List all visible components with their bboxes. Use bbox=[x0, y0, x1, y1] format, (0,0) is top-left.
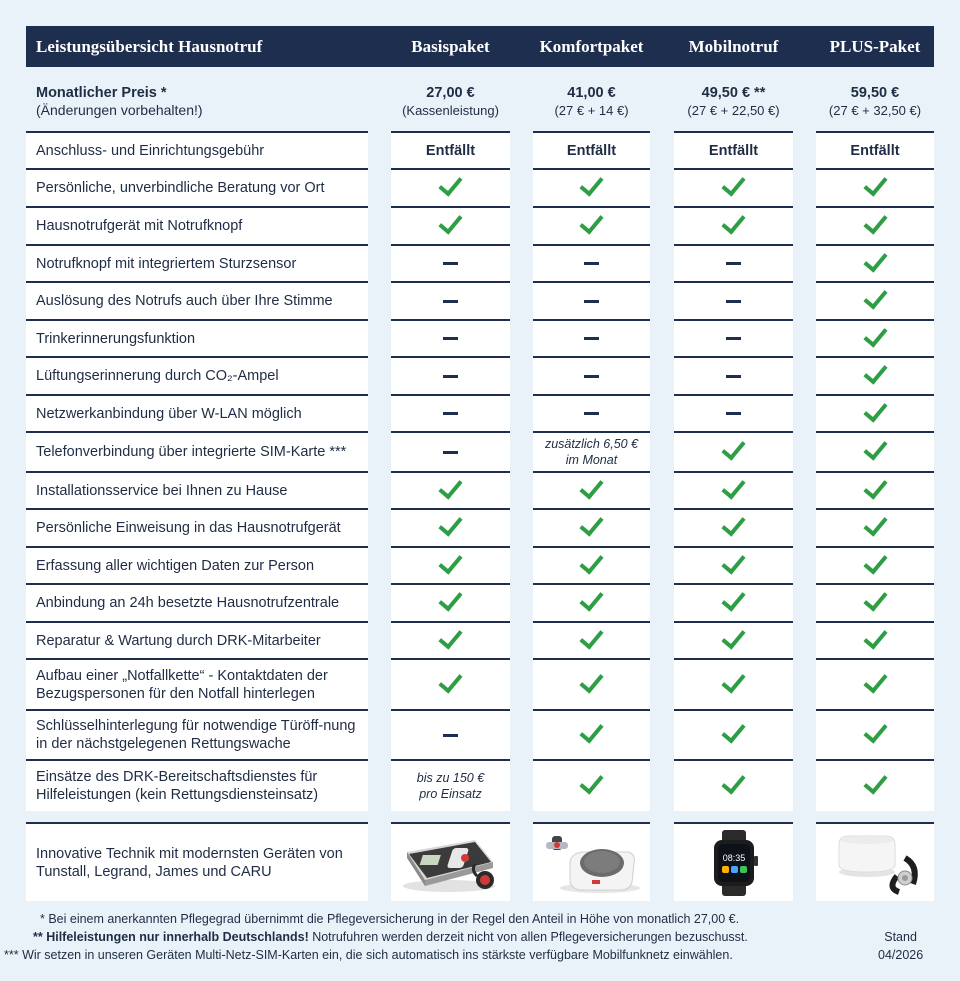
footnote-3: *** Wir setzen in unseren Geräten Multi-Netz-SIM-Karten ein, die sich automatisch ins stärkste verfügbare Mobilfunknetz einwählen. bbox=[4, 948, 733, 962]
dash-icon bbox=[584, 375, 599, 378]
row-cell bbox=[674, 168, 793, 206]
checkmark-icon bbox=[721, 668, 745, 693]
checkmark-icon bbox=[863, 284, 887, 309]
row-cell bbox=[674, 281, 793, 319]
checkmark-icon bbox=[579, 209, 603, 234]
checkmark-icon bbox=[863, 549, 887, 574]
checkmark-icon bbox=[721, 549, 745, 574]
cell-text: Entfällt bbox=[566, 142, 617, 159]
row-label: Auslösung des Notrufs auch über Ihre Stimme bbox=[26, 281, 368, 319]
row-cell bbox=[391, 621, 510, 658]
cell-note-line: im Monat bbox=[565, 453, 618, 467]
row-cell bbox=[391, 168, 510, 206]
row-cell bbox=[533, 621, 650, 658]
row-label: Netzwerkanbindung über W-LAN möglich bbox=[26, 394, 368, 431]
checkmark-icon bbox=[863, 209, 887, 234]
checkmark-icon bbox=[579, 769, 603, 794]
table-row bbox=[26, 244, 934, 281]
row-cell bbox=[816, 131, 934, 168]
package-komfort: Komfortpaket bbox=[539, 37, 644, 56]
price-komfort bbox=[533, 85, 650, 119]
row-cell bbox=[816, 508, 934, 546]
row-cell bbox=[533, 319, 650, 356]
checkmark-icon bbox=[863, 397, 887, 422]
dash-icon bbox=[443, 734, 458, 737]
row-label: Installationsservice bei Ihnen zu Hause bbox=[26, 471, 368, 508]
row-cell bbox=[816, 281, 934, 319]
row-cell bbox=[391, 319, 510, 356]
table-title: Leistungsübersicht Hausnotruf bbox=[36, 37, 263, 56]
table-row bbox=[26, 281, 934, 319]
price-value: 27,00 € bbox=[426, 85, 475, 101]
row-cell bbox=[391, 658, 510, 709]
dash-icon bbox=[443, 412, 458, 415]
row-label: Reparatur & Wartung durch DRK-Mitarbeiter bbox=[26, 621, 368, 658]
row-cell bbox=[391, 546, 510, 583]
watch-time: 08:35 bbox=[722, 852, 745, 863]
checkmark-icon bbox=[863, 171, 887, 196]
cell-note-line: bis zu 150 € bbox=[416, 771, 485, 785]
price-value: 41,00 € bbox=[567, 85, 616, 101]
price-value: 59,50 € bbox=[850, 85, 900, 101]
row-cell bbox=[533, 131, 650, 168]
row-cell bbox=[674, 319, 793, 356]
legrand-device-image bbox=[542, 830, 642, 896]
table-row bbox=[26, 168, 934, 206]
dash-icon bbox=[584, 262, 599, 265]
row-cell bbox=[816, 244, 934, 281]
row-cell bbox=[391, 508, 510, 546]
tunstall-device-image bbox=[401, 830, 501, 896]
dash-icon bbox=[443, 337, 458, 340]
row-cell bbox=[674, 658, 793, 709]
checkmark-icon bbox=[721, 718, 745, 743]
checkmark-icon bbox=[438, 474, 462, 499]
device-cell-komfort bbox=[533, 822, 650, 901]
checkmark-icon bbox=[863, 474, 887, 499]
stand-label: Stand bbox=[884, 930, 917, 944]
row-cell bbox=[533, 206, 650, 244]
row-cell bbox=[391, 759, 510, 811]
price-detail: (27 € + 22,50 €) bbox=[687, 103, 780, 118]
footnote-2-text: Notrufuhren werden derzeit nicht von allen Pflegeversicherungen bezuschusst. bbox=[308, 930, 748, 944]
checkmark-icon bbox=[863, 511, 887, 536]
row-cell bbox=[391, 206, 510, 244]
checkmark-icon bbox=[863, 668, 887, 693]
row-cell bbox=[391, 244, 510, 281]
checkmark-icon bbox=[863, 435, 887, 460]
row-cell bbox=[391, 356, 510, 394]
row-cell bbox=[674, 394, 793, 431]
devices-row bbox=[26, 822, 934, 901]
dash-icon bbox=[584, 337, 599, 340]
checkmark-icon bbox=[438, 171, 462, 196]
checkmark-icon bbox=[579, 474, 603, 499]
row-cell bbox=[816, 356, 934, 394]
row-label: Persönliche Einweisung in das Hausnotrufgerät bbox=[26, 508, 368, 546]
checkmark-icon bbox=[863, 718, 887, 743]
cell-note bbox=[545, 436, 638, 468]
row-cell bbox=[674, 621, 793, 658]
table-row bbox=[26, 621, 934, 658]
price-detail: (27 € + 14 €) bbox=[554, 103, 629, 118]
row-cell bbox=[816, 546, 934, 583]
table-row bbox=[26, 356, 934, 394]
row-cell bbox=[533, 281, 650, 319]
device-cell-mobil bbox=[674, 822, 793, 901]
row-cell bbox=[674, 709, 793, 759]
row-cell bbox=[674, 244, 793, 281]
row-cell bbox=[533, 431, 650, 471]
checkmark-icon bbox=[721, 435, 745, 460]
price-title: Monatlicher Preis * bbox=[36, 85, 167, 101]
row-cell bbox=[816, 621, 934, 658]
checkmark-icon bbox=[438, 549, 462, 574]
row-cell bbox=[816, 709, 934, 759]
checkmark-icon bbox=[579, 586, 603, 611]
dash-icon bbox=[443, 262, 458, 265]
dash-icon bbox=[584, 412, 599, 415]
checkmark-icon bbox=[863, 624, 887, 649]
row-label: Schlüsselhinterlegung für notwendige Türöff-nung in der nächstgelegenen Rettungswache bbox=[26, 709, 368, 759]
row-label: Erfassung aller wichtigen Daten zur Person bbox=[26, 546, 368, 583]
checkmark-icon bbox=[721, 209, 745, 234]
cell-text: Entfällt bbox=[425, 142, 476, 159]
row-cell bbox=[816, 206, 934, 244]
row-cell bbox=[816, 168, 934, 206]
table-header bbox=[26, 26, 934, 67]
row-cell bbox=[674, 471, 793, 508]
row-cell bbox=[533, 394, 650, 431]
package-basis: Basispaket bbox=[411, 37, 490, 56]
footnote-2-bold: ** Hilfeleistungen nur innerhalb Deutschlands! bbox=[33, 930, 309, 944]
price-plus bbox=[816, 85, 934, 119]
row-cell bbox=[816, 431, 934, 471]
dash-icon bbox=[443, 300, 458, 303]
device-cell-plus bbox=[816, 822, 934, 901]
cell-note-line: zusätzlich 6,50 € bbox=[544, 437, 639, 451]
row-cell bbox=[816, 658, 934, 709]
row-cell bbox=[816, 759, 934, 811]
dash-icon bbox=[443, 451, 458, 454]
row-cell bbox=[391, 131, 510, 168]
row-cell bbox=[533, 583, 650, 621]
table-row bbox=[26, 709, 934, 759]
dash-icon bbox=[584, 300, 599, 303]
row-cell bbox=[674, 759, 793, 811]
checkmark-icon bbox=[721, 511, 745, 536]
checkmark-icon bbox=[438, 511, 462, 536]
row-cell bbox=[816, 394, 934, 431]
table-row bbox=[26, 206, 934, 244]
row-label: Anschluss- und Einrichtungsgebühr bbox=[26, 131, 368, 168]
dash-icon bbox=[443, 375, 458, 378]
row-cell bbox=[674, 546, 793, 583]
row-cell bbox=[674, 583, 793, 621]
table-row bbox=[26, 546, 934, 583]
checkmark-icon bbox=[579, 668, 603, 693]
dash-icon bbox=[726, 262, 741, 265]
cell-text: Entfällt bbox=[708, 142, 759, 159]
price-label bbox=[36, 85, 203, 119]
row-cell bbox=[674, 356, 793, 394]
footnotes bbox=[4, 910, 748, 964]
checkmark-icon bbox=[721, 171, 745, 196]
package-plus: PLUS-Paket bbox=[829, 37, 921, 56]
price-detail: (Kassenleistung) bbox=[402, 103, 499, 118]
price-subtitle: (Änderungen vorbehalten!) bbox=[36, 102, 203, 118]
table-row bbox=[26, 658, 934, 709]
checkmark-icon bbox=[863, 359, 887, 384]
table-row bbox=[26, 394, 934, 431]
row-cell bbox=[391, 394, 510, 431]
price-row bbox=[26, 67, 934, 131]
checkmark-icon bbox=[863, 586, 887, 611]
row-cell bbox=[533, 546, 650, 583]
row-cell bbox=[533, 244, 650, 281]
checkmark-icon bbox=[438, 624, 462, 649]
checkmark-icon bbox=[721, 586, 745, 611]
row-cell bbox=[816, 319, 934, 356]
row-cell bbox=[533, 709, 650, 759]
price-basis bbox=[391, 85, 510, 119]
stand-info bbox=[878, 928, 923, 964]
table-row bbox=[26, 431, 934, 471]
cell-text: Entfällt bbox=[850, 142, 900, 159]
checkmark-icon bbox=[579, 511, 603, 536]
cell-note-line: pro Einsatz bbox=[419, 787, 482, 801]
row-label: Anbindung an 24h besetzte Hausnotrufzentrale bbox=[26, 583, 368, 621]
row-cell bbox=[674, 206, 793, 244]
price-value: 49,50 € ** bbox=[701, 85, 766, 101]
checkmark-icon bbox=[863, 247, 887, 272]
price-mobil bbox=[674, 85, 793, 119]
row-cell bbox=[533, 508, 650, 546]
table-row bbox=[26, 319, 934, 356]
footnote-2 bbox=[26, 928, 748, 946]
checkmark-icon bbox=[438, 209, 462, 234]
table-row bbox=[26, 131, 934, 168]
checkmark-icon bbox=[863, 322, 887, 347]
row-label: Einsätze des DRK-Bereitschaftsdienstes für Hilfeleistungen (kein Rettungsdiensteinsatz) bbox=[26, 759, 368, 811]
table-row bbox=[26, 583, 934, 621]
row-cell bbox=[391, 471, 510, 508]
stand-date: 04/2026 bbox=[878, 948, 924, 962]
row-cell bbox=[533, 759, 650, 811]
price-detail: (27 € + 32,50 €) bbox=[828, 103, 922, 118]
checkmark-icon bbox=[579, 171, 603, 196]
cell-note bbox=[417, 770, 484, 802]
devices-label: Innovative Technik mit modernsten Geräten von Tunstall, Legrand, James und CARU bbox=[26, 822, 368, 901]
row-cell bbox=[533, 168, 650, 206]
row-cell bbox=[391, 583, 510, 621]
row-cell bbox=[391, 709, 510, 759]
row-cell bbox=[533, 471, 650, 508]
dash-icon bbox=[726, 412, 741, 415]
row-cell bbox=[674, 431, 793, 471]
checkmark-icon bbox=[579, 624, 603, 649]
row-cell bbox=[816, 583, 934, 621]
device-cell-basis bbox=[391, 822, 510, 901]
row-label: Aufbau einer „Notfallkette“ - Kontaktdaten der Bezugspersonen für den Notfall hinterlegen bbox=[26, 658, 368, 709]
row-cell bbox=[674, 131, 793, 168]
table-row bbox=[26, 759, 934, 811]
row-label: Notrufknopf mit integriertem Sturzsensor bbox=[26, 244, 368, 281]
table-row bbox=[26, 471, 934, 508]
dash-icon bbox=[726, 337, 741, 340]
checkmark-icon bbox=[438, 586, 462, 611]
row-cell bbox=[391, 431, 510, 471]
checkmark-icon bbox=[863, 769, 887, 794]
smartwatch-image bbox=[684, 830, 784, 896]
row-label: Lüftungserinnerung durch CO₂-Ampel bbox=[26, 356, 368, 394]
row-cell bbox=[816, 471, 934, 508]
row-label: Trinkerinnerungsfunktion bbox=[26, 319, 368, 356]
checkmark-icon bbox=[721, 624, 745, 649]
row-cell bbox=[533, 658, 650, 709]
caru-device-image bbox=[825, 830, 925, 896]
dash-icon bbox=[726, 375, 741, 378]
checkmark-icon bbox=[438, 668, 462, 693]
row-cell bbox=[391, 281, 510, 319]
row-cell bbox=[674, 508, 793, 546]
row-label: Telefonverbindung über integrierte SIM-Karte *** bbox=[26, 431, 368, 471]
package-mobil: Mobilnotruf bbox=[688, 37, 779, 56]
checkmark-icon bbox=[579, 718, 603, 743]
row-label: Hausnotrufgerät mit Notrufknopf bbox=[26, 206, 368, 244]
checkmark-icon bbox=[721, 474, 745, 499]
footnote-1: * Bei einem anerkannten Pflegegrad übernimmt die Pflegeversicherung in der Regel den Anteil in Höhe von monatlich 27,00 €. bbox=[40, 912, 740, 926]
row-label: Persönliche, unverbindliche Beratung vor Ort bbox=[26, 168, 368, 206]
table-row bbox=[26, 508, 934, 546]
row-cell bbox=[533, 356, 650, 394]
checkmark-icon bbox=[721, 769, 745, 794]
checkmark-icon bbox=[579, 549, 603, 574]
dash-icon bbox=[726, 300, 741, 303]
